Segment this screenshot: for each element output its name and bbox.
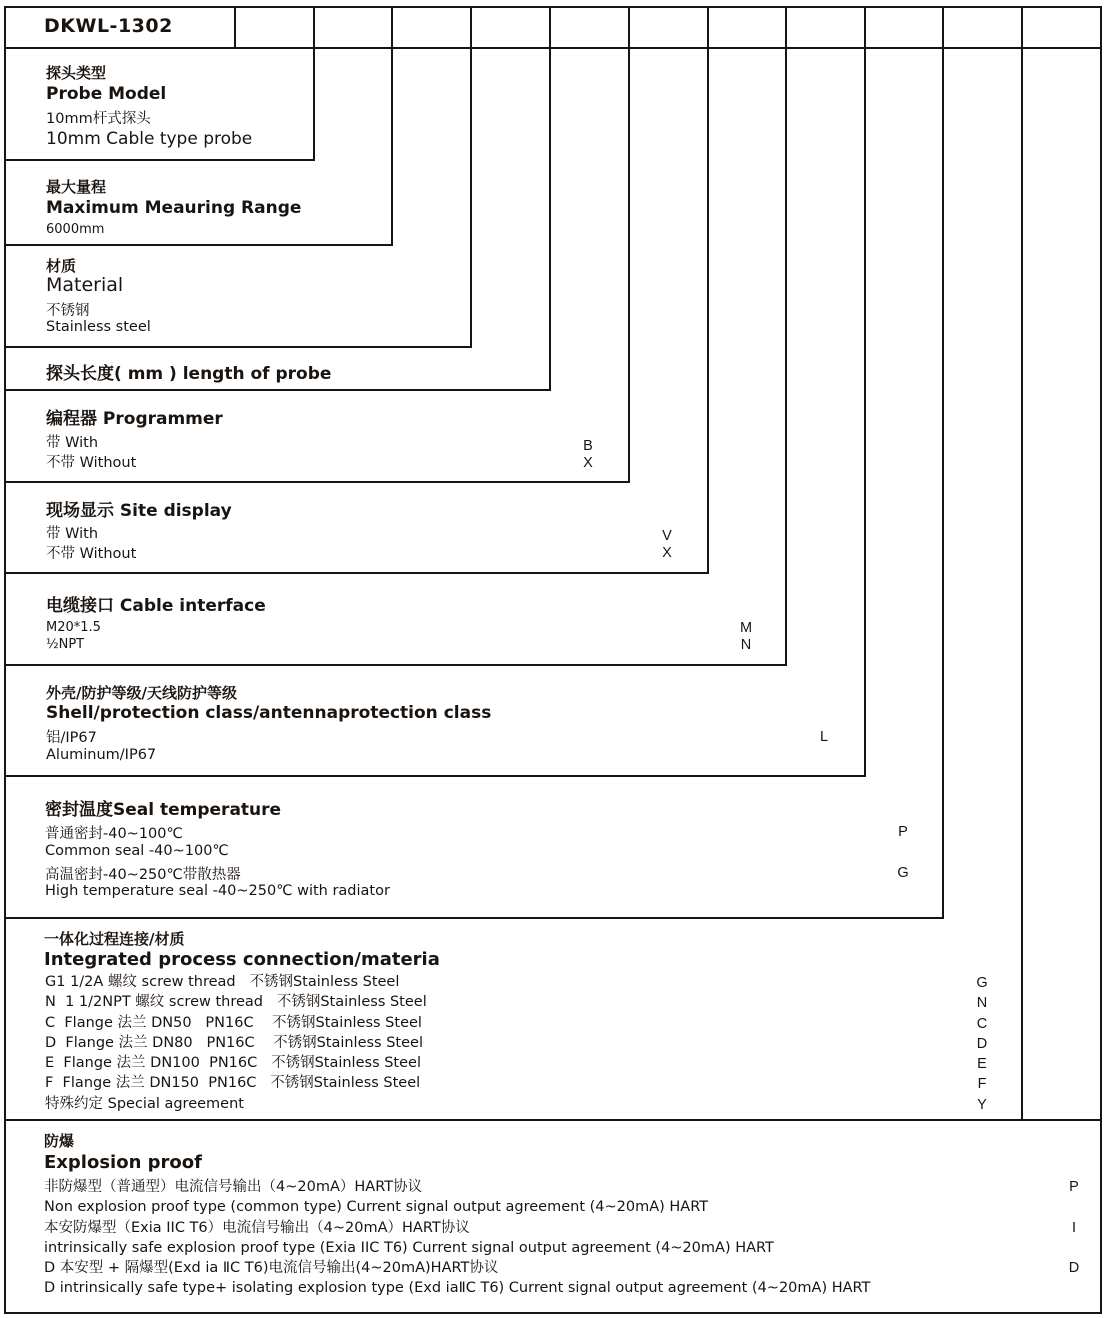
material-line: Stainless steel <box>46 319 151 335</box>
process-connection-option-label: F Flange 法兰 DN150 PN16C 不锈钢Stainless Steel <box>45 1075 421 1092</box>
probe-model-title-cn: 探头类型 <box>46 64 107 82</box>
probe-length-title: 探头长度( mm ) length of probe <box>46 364 332 384</box>
max-range-title-cn: 最大量程 <box>46 178 107 196</box>
column-line-10 <box>1021 6 1023 1121</box>
process-connection-option-code: F <box>977 1076 987 1093</box>
border-left <box>4 6 6 1314</box>
row-line-seal <box>4 917 944 919</box>
row-line-probe <box>4 159 315 161</box>
programmer-option-code: X <box>583 455 593 471</box>
row-line-cable <box>4 664 787 666</box>
programmer-option-code: B <box>583 438 593 454</box>
seal-temperature-title: 密封温度Seal temperature <box>45 800 282 820</box>
process-connection-option-code: D <box>976 1035 988 1052</box>
process-connection-option-code: E <box>977 1056 987 1073</box>
process-connection-option-code: Y <box>977 1096 987 1113</box>
column-line-5 <box>628 6 630 483</box>
max-range-title-en: Maximum Meauring Range <box>46 198 302 218</box>
programmer-option-label: 带 With <box>46 435 99 451</box>
header-divider <box>234 6 236 48</box>
material-line: 不锈钢 <box>46 303 90 319</box>
shell-title-cn: 外壳/防护等级/天线防护等级 <box>46 684 237 702</box>
site-display-option-code: V <box>662 528 672 544</box>
column-line-9 <box>942 6 944 919</box>
model-number: DKWL-1302 <box>44 15 173 37</box>
cable-interface-option-code: M <box>739 620 753 636</box>
probe-model-title-en: Probe Model <box>46 84 167 104</box>
site-display-option-label: 不带 Without <box>46 546 137 562</box>
process-connection-title-en: Integrated process connection/materia <box>44 949 440 970</box>
process-connection-codes <box>975 973 989 1115</box>
border-right <box>1100 6 1102 1314</box>
max-range-value: 6000mm <box>46 222 105 237</box>
process-connection-options <box>45 972 427 1114</box>
site-display-option-label: 带 With <box>46 526 99 542</box>
row-line-shell <box>4 775 866 777</box>
row-line-material <box>4 346 472 348</box>
process-connection-option-code: G <box>976 975 988 991</box>
probe-model-line: 10mm杆式探头 <box>46 111 151 127</box>
shell-title-en: Shell/protection class/antennaprotection class <box>46 703 492 723</box>
site-display-title: 现场显示 Site display <box>46 501 232 521</box>
explosion-option-code: I <box>1071 1220 1077 1236</box>
explosion-proof-options <box>44 1177 870 1299</box>
cable-interface-option-code: N <box>740 637 752 653</box>
column-line-3 <box>470 6 472 348</box>
row-line-display <box>4 572 709 574</box>
material-title-en: Material <box>46 274 124 296</box>
column-line-1 <box>313 6 315 161</box>
explosion-option-label-cn: D 本安型 + 隔爆型(Exd ia ⅡC T6)电流信号输出(4~20mA)HART协议 <box>44 1260 499 1277</box>
explosion-option-label-en: D intrinsically safe type+ isolating explosion type (Exd iaⅡC T6) Current signal output agreement (4~20mA) HART <box>44 1280 871 1297</box>
explosion-option-label-cn: 本安防爆型（Exia IIC T6）电流信号输出（4~20mA）HART协议 <box>44 1219 470 1236</box>
seal-option-label-en: High temperature seal -40~250℃ with radiator <box>45 883 390 899</box>
seal-option-label-cn: 高温密封-40~250℃带散热器 <box>45 867 241 883</box>
explosion-option-code: D <box>1068 1260 1080 1276</box>
row-line-length <box>4 389 551 391</box>
row-line-range <box>4 244 393 246</box>
process-connection-option-label: N 1 1/2NPT 螺纹 screw thread 不锈钢Stainless Steel <box>45 994 427 1011</box>
column-line-8 <box>864 6 866 777</box>
seal-option-label-cn: 普通密封-40~100℃ <box>45 826 183 842</box>
programmer-option-label: 不带 Without <box>46 455 137 471</box>
explosion-option-label-en: intrinsically safe explosion proof type (Exia IIC T6) Current signal output agreement (4~20mA) HART <box>44 1239 774 1256</box>
header-bottom-line <box>4 47 1102 49</box>
seal-option-code: G <box>897 865 909 881</box>
cable-interface-option-label: M20*1.5 <box>46 620 101 635</box>
process-connection-option-label: G1 1/2A 螺纹 screw thread 不锈钢Stainless Steel <box>45 974 400 990</box>
explosion-option-label-cn: 非防爆型（普通型）电流信号输出（4~20mA）HART协议 <box>44 1179 423 1195</box>
shell-line: Aluminum/IP67 <box>46 747 157 763</box>
seal-option-code: P <box>898 824 908 840</box>
process-connection-option-label: D Flange 法兰 DN80 PN16C 不锈钢Stainless Steel <box>45 1034 423 1051</box>
explosion-proof-title-cn: 防爆 <box>44 1132 75 1150</box>
explosion-option-code: P <box>1069 1179 1079 1195</box>
explosion-proof-title-en: Explosion proof <box>44 1152 202 1173</box>
column-line-2 <box>391 6 393 246</box>
column-line-6 <box>707 6 709 574</box>
border-bottom <box>4 1312 1102 1314</box>
cable-interface-option-label: ½NPT <box>46 637 85 652</box>
process-connection-option-code: C <box>976 1015 988 1032</box>
site-display-option-code: X <box>662 545 672 561</box>
row-line-connection <box>4 1119 1102 1121</box>
process-connection-title-cn: 一体化过程连接/材质 <box>44 930 185 948</box>
material-title-cn: 材质 <box>46 257 77 275</box>
seal-option-label-en: Common seal -40~100℃ <box>45 843 229 859</box>
process-connection-option-label: C Flange 法兰 DN50 PN16C 不锈钢Stainless Steel <box>45 1014 422 1031</box>
process-connection-option-code: N <box>976 995 988 1012</box>
border-top <box>4 6 1102 8</box>
process-connection-option-label: 特殊约定 Special agreement <box>45 1095 244 1112</box>
programmer-title: 编程器 Programmer <box>46 409 223 429</box>
column-line-4 <box>549 6 551 391</box>
shell-code: L <box>819 729 829 745</box>
cable-interface-title: 电缆接口 Cable interface <box>46 596 266 616</box>
process-connection-option-label: E Flange 法兰 DN100 PN16C 不锈钢Stainless Steel <box>45 1055 421 1072</box>
probe-model-line: 10mm Cable type probe <box>46 129 253 149</box>
column-line-7 <box>785 6 787 666</box>
explosion-option-label-en: Non explosion proof type (common type) Current signal output agreement (4~20mA) HART <box>44 1199 709 1216</box>
row-line-programmer <box>4 481 630 483</box>
shell-line: 铝/IP67 <box>46 730 97 746</box>
